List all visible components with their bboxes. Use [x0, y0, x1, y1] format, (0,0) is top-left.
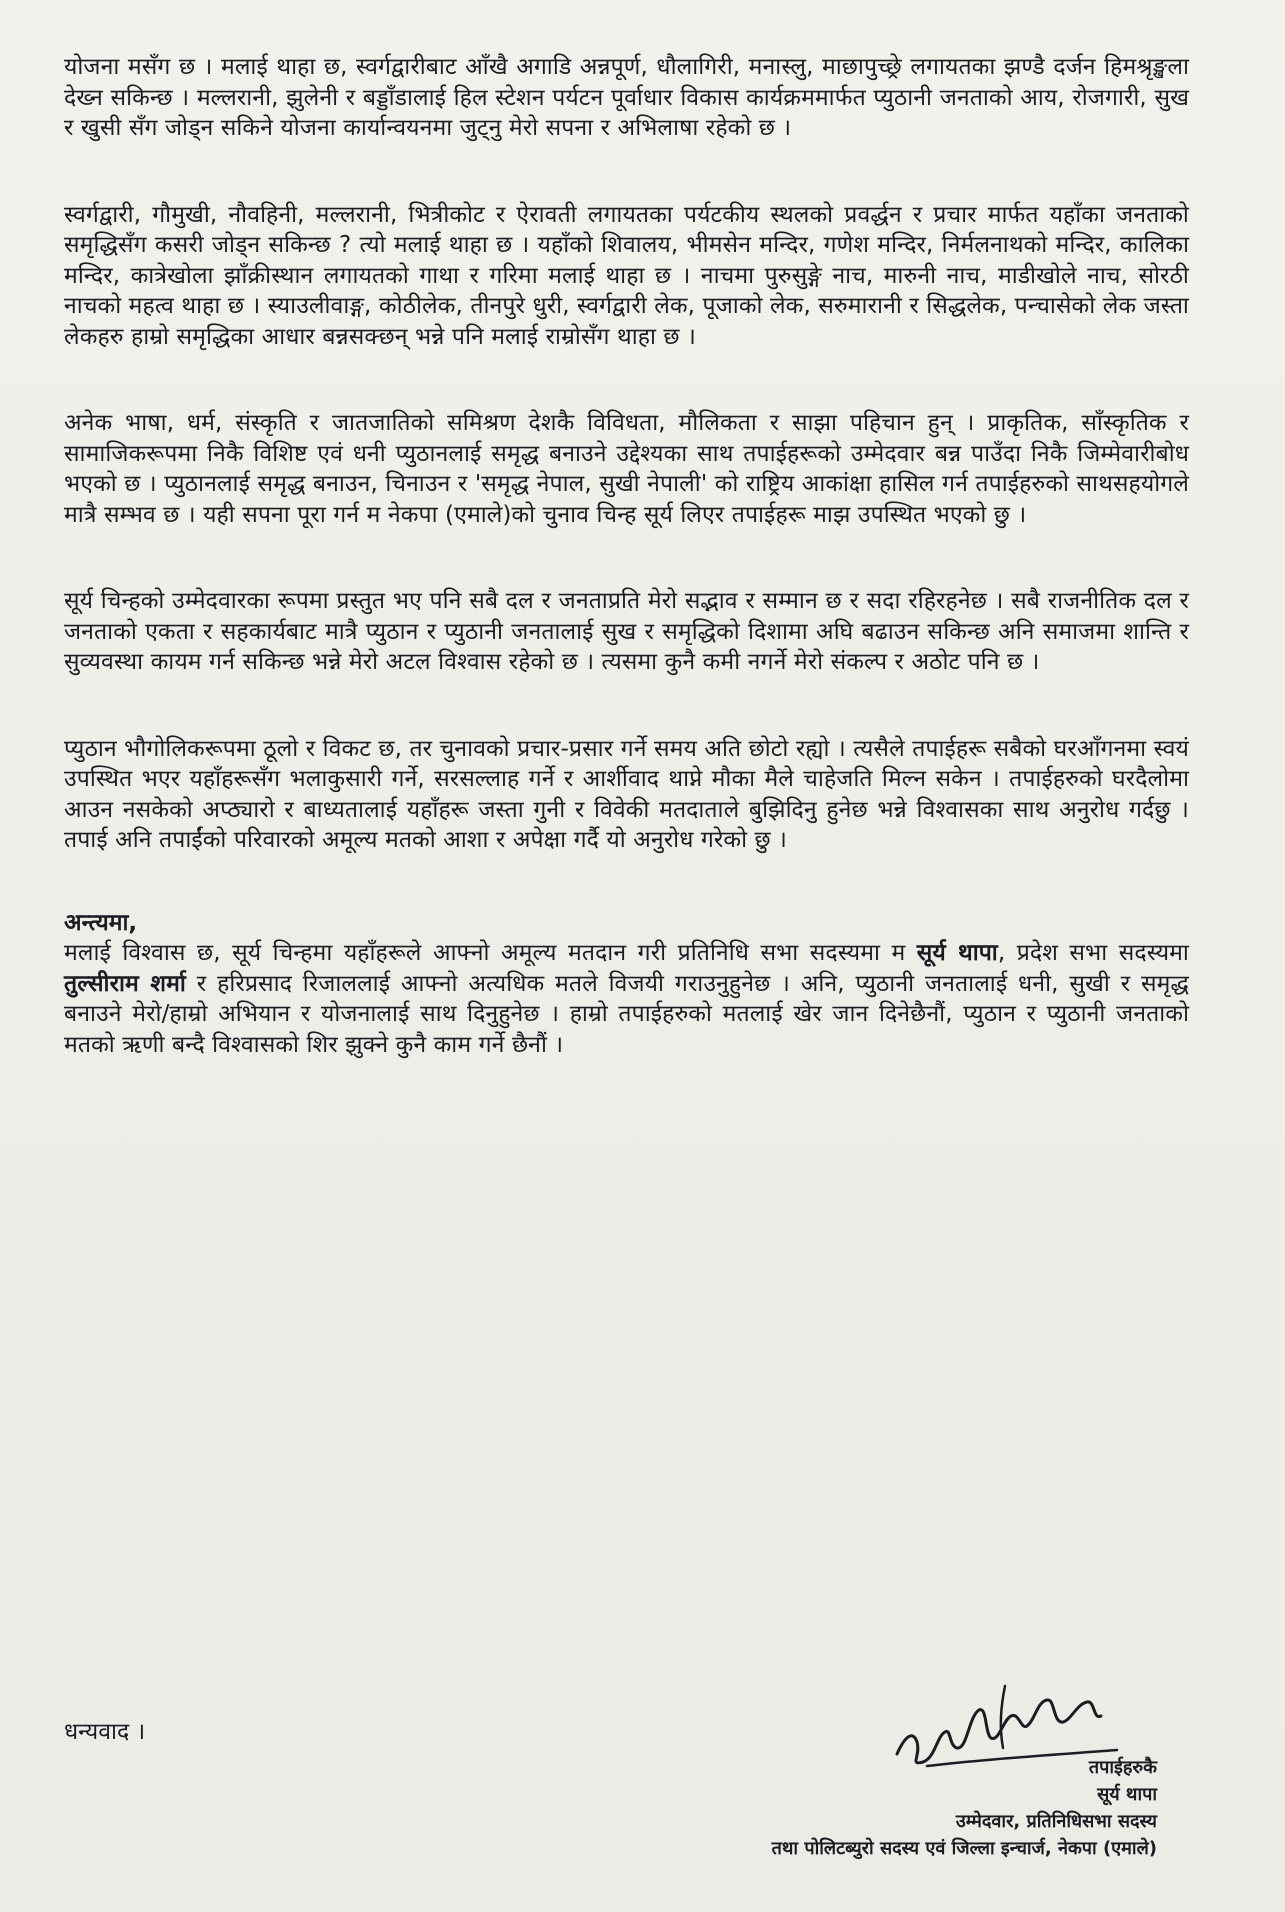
province-candidate-name: तुल्सीराम शर्मा: [64, 970, 186, 997]
candidate-name: सूर्य थापा: [916, 940, 998, 966]
closing-text-c: र हरिप्रसाद रिजाललाई आफ्नो अत्यधिक मतले विजयी गराउनुहुनेछ । अनि, प्युठानी जनतालाई धनी, सुखी र समृद्ध बनाउने मेरो/हाम्रो अभियान र योजनालाई साथ दिनुहुनेछ । हाम्रो तपाईहरुको मतलाई खेर जान दिनेछैनौं, प्युठान र प्युठानी जनताको मतको ऋणी बन्दै विश्वासको शिर झुक्ने कुनै काम गर्ने छैनौं ।: [64, 970, 1189, 1058]
signature-block: [597, 1676, 1157, 1862]
paragraph-2: स्वर्गद्वारी, गौमुखी, नौवहिनी, मल्लरानी, भित्रीकोट र ऐरावती लगायतका पर्यटकीय स्थलको प्रवर्द्धन र प्रचार मार्फत यहाँका जनताको समृद्धिसँग कसरी जोड्न सकिन्छ ? त्यो मलाई थाहा छ । यहाँको शिवालय, भीमसेन मन्दिर, गणेश मन्दिर, निर्मलनाथको मन्दिर, कालिका मन्दिर, कात्रेखोला झाँक्रीस्थान लगायतको गाथा र गरिमा मलाई थाहा छ । नाचमा पुरुसुङ्गे नाच, मारुनी नाच, माडीखोले नाच, सोरठी नाचको महत्व थाहा छ । स्याउलीवाङ्ग, कोठीलेक, तीनपुरे धुरी, स्वर्गद्वारी लेक, पूजाको लेक, सरुमारानी र सिद्धलेक, पन्चासेको लेक जस्ता लेकहरु हाम्रो समृद्धिका आधार बन्नसक्छन् भन्ने पनि मलाई राम्रोसँग थाहा छ ।: [64, 201, 1189, 350]
handwritten-signature: [887, 1676, 1127, 1776]
signature-role-1: उम्मेदवार, प्रतिनिधिसभा सदस्य: [955, 1811, 1157, 1832]
paragraph-1: योजना मसँग छ । मलाई थाहा छ, स्वर्गद्वारीबाट आँखै अगाडि अन्नपूर्ण, धौलागिरी, मनास्लु, माछापुच्छ्रे लगायतका झण्डै दर्जन हिमश्रृङ्खला देख्न सकिन्छ । मल्लरानी, झुलेनी र बड्डाँडालाई हिल स्टेशन पर्यटन पूर्वाधार विकास कार्यक्रममार्फत प्युठानी जनताको आय, रोजगारी, सुख र खुसी सँग जोड्न सकिने योजना कार्यान्वयनमा जुट्नु मेरो सपना र अभिलाषा रहेको छ ।: [64, 54, 1189, 141]
closing-heading: अन्त्यमा,: [64, 909, 138, 936]
closing-paragraph: [64, 938, 1189, 1060]
signature-name: सूर्य थापा: [1097, 1784, 1157, 1805]
paragraph-3: अनेक भाषा, धर्म, संस्कृति र जातजातिको समिश्रण देशकै विविधता, मौलिकता र साझा पहिचान हुन् । प्राकृतिक, साँस्कृतिक र सामाजिकरूपमा निकै विशिष्ट एवं धनी प्युठानलाई समृद्ध बनाउने उद्देश्यका साथ तपाईहरूको उम्मेदवार बन्न पाउँदा निकै जिम्मेवारीबोध भएको छ । प्युठानलाई समृद्ध बनाउन, चिनाउन र 'समृद्ध नेपाल, सुखी नेपाली' को राष्ट्रिय आकांक्षा हासिल गर्न तपाईहरुको साथसहयोगले मात्रै सम्भव छ । यही सपना पूरा गर्न म नेकपा (एमाले)को चुनाव चिन्ह सूर्य लिएर तपाईहरू माझ उपस्थित भएको छु ।: [64, 410, 1189, 528]
signature-yours: तपाईहरुकै: [1088, 1757, 1157, 1778]
signature-role-2: तथा पोलिटब्युरो सदस्य एवं जिल्ला इन्चार्ज, नेकपा (एमाले): [771, 1838, 1157, 1859]
paragraph-4: सूर्य चिन्हको उम्मेदवारका रूपमा प्रस्तुत भए पनि सबै दल र जनताप्रति मेरो सद्भाव र सम्मान छ र सदा रहिरहनेछ । सबै राजनीतिक दल र जनताको एकता र सहकार्यबाट मात्रै प्युठान र प्युठानी जनतालाई सुख र समृद्धिको दिशामा अघि बढाउन सकिन्छ अनि समाजमा शान्ति र सुव्यवस्था कायम गर्न सकिन्छ भन्ने मेरो अटल विश्वास रहेको छ । त्यसमा कुनै कमी नगर्ने मेरो संकल्प र अठोट पनि छ ।: [64, 588, 1189, 675]
thanks-text: धन्यवाद ।: [64, 1719, 146, 1745]
closing-text-a: मलाई विश्वास छ, सूर्य चिन्हमा यहाँहरूले आफ्नो अमूल्य मतदान गरी प्रतिनिधि सभा सदस्यमा म: [64, 940, 917, 966]
closing-text-b: , प्रदेश सभा सदस्यमा: [997, 940, 1189, 966]
paragraph-5: प्युठान भौगोलिकरूपमा ठूलो र विकट छ, तर चुनावको प्रचार-प्रसार गर्ने समय अति छोटो रह्यो । त्यसैले तपाईहरू सबैको घरआँगनमा स्वयं उपस्थित भएर यहाँहरूसँग भलाकुसारी गर्ने, सरसल्लाह गर्ने र आर्शीवाद थाप्ने मौका मैले चाहेजति मिल्न सकेन । तपाईहरुको घरदैलोमा आउन नसकेको अप्ठ्यारो र बाध्यतालाई यहाँहरू जस्ता गुनी र विवेकी मतदाताले बुझिदिनु हुनेछ भन्ने विश्वासका साथ अनुरोध गर्दछु । तपाई अनि तपाईंको परिवारको अमूल्य मतको आशा र अपेक्षा गर्दै यो अनुरोध गरेको छु ।: [64, 735, 1189, 853]
